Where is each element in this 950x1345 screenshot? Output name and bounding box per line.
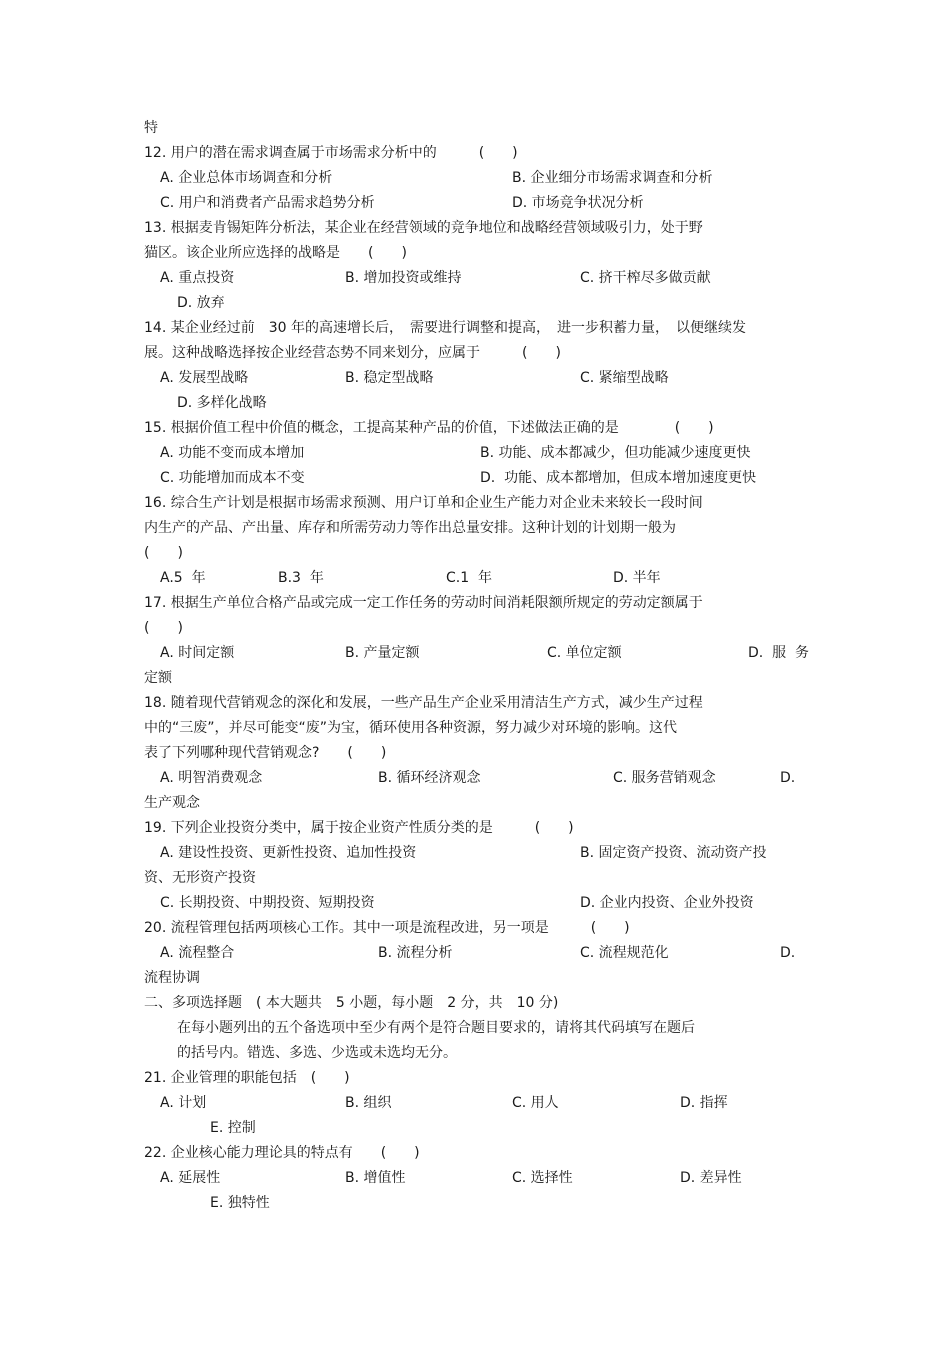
option-d: D. 放弃 xyxy=(177,295,225,311)
option-c: C. 挤干榨尽多做贡献 xyxy=(580,270,711,286)
option-d-continued: 生产观念 xyxy=(144,795,200,811)
option-a: A. 时间定额 xyxy=(160,645,235,661)
text-line: 中的“三废”，并尽可能变“废”为宝，循环使用各种资源，努力减少对环境的影响。这代 xyxy=(144,720,678,736)
option-d: D. 企业内投资、企业外投资 xyxy=(580,895,754,911)
text-line: 展。这种战略选择按企业经营态势不同来划分，应属于 ( ) xyxy=(144,345,561,361)
option-d: D. 差异性 xyxy=(680,1170,742,1186)
option-c: C. 流程规范化 xyxy=(580,945,669,961)
question-13: 13. 根据麦肯锡矩阵分析法，某企业在经营领域的竞争地位和战略经营领域吸引力，处于野 xyxy=(144,220,703,236)
question-14: 14. 某企业经过前 30 年的高速增长后， 需要进行调整和提高， 进一步积蓄力量， 以便继续发 xyxy=(144,320,746,336)
option-d-continued: 流程协调 xyxy=(144,970,200,986)
option-a: A. 企业总体市场调查和分析 xyxy=(160,170,333,186)
option-d: D. 功能、成本都增加，但成本增加速度更快 xyxy=(480,470,757,486)
option-a: A. 延展性 xyxy=(160,1170,221,1186)
option-c: C. 用人 xyxy=(512,1095,559,1111)
option-d: D. 市场竞争状况分析 xyxy=(512,195,644,211)
option-d: D. 服 务 xyxy=(748,645,810,661)
option-c: C. 功能增加而成本不变 xyxy=(160,470,305,486)
text-line: 内生产的产品、产出量、库存和所需劳动力等作出总量安排。这种计划的计划期一般为 xyxy=(144,520,676,536)
option-a: A.5 年 xyxy=(160,570,206,586)
question-16: 16. 综合生产计划是根据市场需求预测、用户订单和企业生产能力对企业未来较长一段时间 xyxy=(144,495,703,511)
option-a: A. 计划 xyxy=(160,1095,207,1111)
option-c: C. 紧缩型战略 xyxy=(580,370,669,386)
option-e: E. 控制 xyxy=(210,1120,256,1136)
option-d: D. 多样化战略 xyxy=(177,395,267,411)
text-line: 特 xyxy=(144,120,158,136)
question-19: 19. 下列企业投资分类中，属于按企业资产性质分类的是 ( ) xyxy=(144,820,574,836)
option-a: A. 重点投资 xyxy=(160,270,235,286)
option-b: B. 循环经济观念 xyxy=(378,770,481,786)
option-d: D. xyxy=(780,770,796,786)
option-d: D. xyxy=(780,945,796,961)
question-22: 22. 企业核心能力理论具的特点有 ( ) xyxy=(144,1145,420,1161)
option-d: D. 半年 xyxy=(613,570,661,586)
question-15: 15. 根据价值工程中价值的概念，工提高某种产品的价值，下述做法正确的是 ( ) xyxy=(144,420,714,436)
option-c: C. 选择性 xyxy=(512,1170,573,1186)
question-21: 21. 企业管理的职能包括 ( ) xyxy=(144,1070,350,1086)
option-c: C. 单位定额 xyxy=(547,645,622,661)
option-b: B. 功能、成本都减少，但功能减少速度更快 xyxy=(480,445,751,461)
question-20: 20. 流程管理包括两项核心工作。其中一项是流程改进，另一项是 ( ) xyxy=(144,920,630,936)
option-b: B.3 年 xyxy=(278,570,324,586)
section-instructions: 在每小题列出的五个备选项中至少有两个是符合题目要求的，请将其代码填写在题后 xyxy=(177,1020,695,1036)
section-heading: 二、多项选择题 ( 本大题共 5 小题，每小题 2 分，共 10 分) xyxy=(144,995,559,1011)
option-b: B. 组织 xyxy=(345,1095,392,1111)
option-a: A. 流程整合 xyxy=(160,945,235,961)
option-b: B. 流程分析 xyxy=(378,945,453,961)
option-b: B. 增加投资或维持 xyxy=(345,270,462,286)
option-c: C.1 年 xyxy=(446,570,493,586)
option-c: C. 用户和消费者产品需求趋势分析 xyxy=(160,195,375,211)
option-d: D. 指挥 xyxy=(680,1095,728,1111)
option-a: A. 明智消费观念 xyxy=(160,770,263,786)
option-b: B. 固定资产投资、流动资产投 xyxy=(580,845,767,861)
option-c: C. 长期投资、中期投资、短期投资 xyxy=(160,895,375,911)
option-b: B. 企业细分市场需求调查和分析 xyxy=(512,170,713,186)
option-a: A. 发展型战略 xyxy=(160,370,249,386)
option-b: B. 增值性 xyxy=(345,1170,406,1186)
option-b: B. 产量定额 xyxy=(345,645,420,661)
option-e: E. 独特性 xyxy=(210,1195,270,1211)
answer-bracket: ( ) xyxy=(144,620,183,636)
section-instructions: 的括号内。错选、多选、少选或未选均无分。 xyxy=(177,1045,457,1061)
option-d-continued: 定额 xyxy=(144,670,172,686)
option-b: B. 稳定型战略 xyxy=(345,370,434,386)
text-line: 表了下列哪种现代营销观念? ( ) xyxy=(144,745,387,761)
question-18: 18. 随着现代营销观念的深化和发展，一些产品生产企业采用清洁生产方式，减少生产过程 xyxy=(144,695,703,711)
option-b-continued: 资、无形资产投资 xyxy=(144,870,256,886)
question-17: 17. 根据生产单位合格产品或完成一定工作任务的劳动时间消耗限额所规定的劳动定额属于 xyxy=(144,595,703,611)
question-12: 12. 用户的潜在需求调查属于市场需求分析中的 ( ) xyxy=(144,145,518,161)
option-c: C. 服务营销观念 xyxy=(613,770,716,786)
text-line: 猫区。该企业所应选择的战略是 ( ) xyxy=(144,245,407,261)
option-a: A. 建设性投资、更新性投资、追加性投资 xyxy=(160,845,417,861)
option-a: A. 功能不变而成本增加 xyxy=(160,445,305,461)
answer-bracket: ( ) xyxy=(144,545,183,561)
